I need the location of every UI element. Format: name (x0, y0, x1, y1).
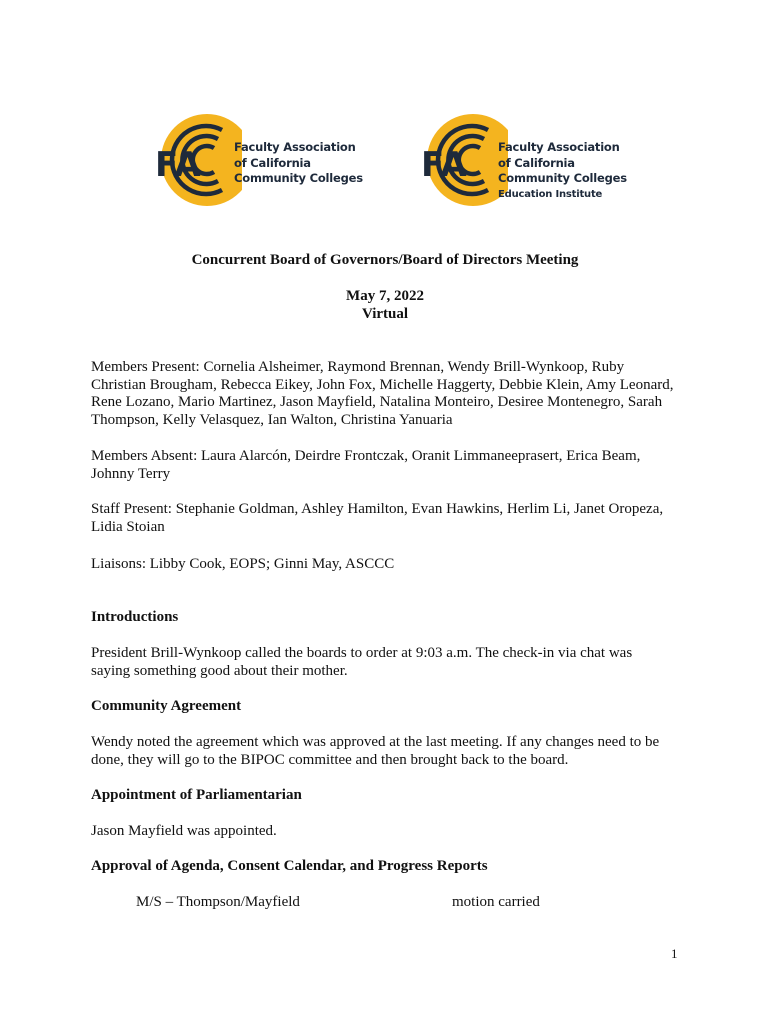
faccc-logo-mark (152, 112, 242, 212)
members-absent: Members Absent: Laura Alarcón, Deirdre Frontczak, Oranit Limmaneeprasert, Erica Beam, Johnny Terry (91, 448, 641, 482)
parliamentarian-text: Jason Mayfield was appointed. (91, 823, 277, 839)
meeting-title: Concurrent Board of Governors/Board of Directors Meeting (191, 252, 579, 268)
svg-text:FA: FA (421, 145, 467, 185)
community-agreement-text: Wendy noted the agreement which was approved at the last meeting. If any changes need to be done, they will go to the BIPOC committee and then brought back to the board. (91, 734, 660, 768)
meeting-date: May 7, 2022 (346, 288, 424, 304)
faccc-logo-text: Faculty Association of California Community Colleges (234, 140, 363, 185)
svg-text:FA: FA (155, 145, 201, 185)
staff-present: Staff Present: Stephanie Goldman, Ashley Hamilton, Evan Hawkins, Herlim Li, Janet Oropeza, Lidia Stoian (91, 501, 664, 535)
community-agreement-heading: Community Agreement (91, 698, 242, 714)
faccc-ei-logo-mark (418, 112, 508, 212)
introductions-heading: Introductions (91, 609, 179, 625)
meeting-location: Virtual (361, 306, 409, 322)
members-present: Members Present: Cornelia Alsheimer, Raymond Brennan, Wendy Brill-Wynkoop, Ruby Christian Brougham, Rebecca Eikey, John Fox, Michelle Haggerty, Debbie Klein, Amy Leonard, Rene Lozano, Mario Martinez, Jason Mayfield, Natalina Monteiro, Desiree Montenegro, Sarah Thompson, Kelly Velasquez, Ian Walton, Christina Yanuaria (91, 359, 674, 428)
faccc-logo (152, 112, 363, 212)
parliamentarian-heading: Appointment of Parliamentarian (91, 787, 302, 803)
faccc-education-institute-logo (418, 112, 627, 212)
motion-movers: M/S – Thompson/Mayfield (136, 894, 300, 910)
liaisons: Liaisons: Libby Cook, EOPS; Ginni May, ASCCC (91, 556, 395, 572)
introductions-text: President Brill-Wynkoop called the boards to order at 9:03 a.m. The check-in via chat was saying something good about their mother. (91, 645, 633, 679)
page-number: 1 (671, 946, 678, 961)
agenda-approval-heading: Approval of Agenda, Consent Calendar, and Progress Reports (91, 858, 488, 874)
motion-result: motion carried (452, 894, 540, 910)
faccc-ei-logo-text: Faculty Association of California Community Colleges Education Institute (498, 140, 627, 200)
